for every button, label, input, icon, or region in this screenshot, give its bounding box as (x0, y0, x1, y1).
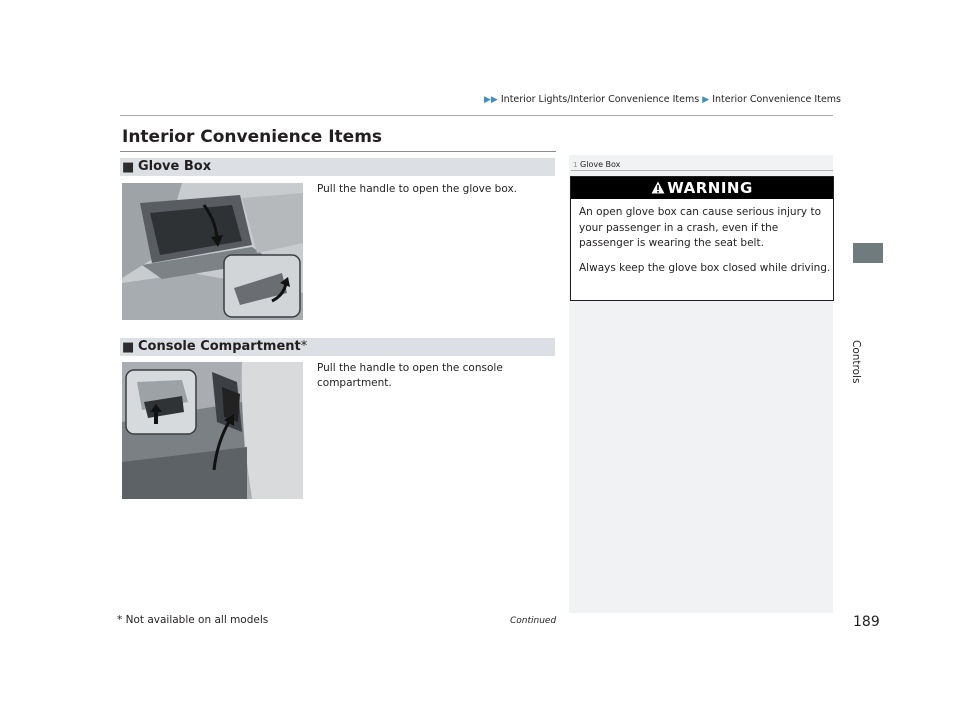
section-heading-console-compartment (120, 338, 555, 356)
header-divider (120, 115, 833, 116)
glove-box-instruction: Pull the handle to open the glove box. (317, 183, 517, 195)
title-divider (120, 151, 556, 152)
section-marker-icon: ■ (122, 160, 135, 175)
section-heading-glove-box (120, 158, 555, 176)
breadcrumb-item[interactable]: Interior Convenience Items (712, 94, 842, 105)
continued-label: Continued (510, 616, 557, 626)
breadcrumb-arrow-icon: ▶ (702, 95, 710, 105)
warning-paragraph: Always keep the glove box closed while driving. (579, 262, 831, 274)
warning-title: WARNING (571, 179, 833, 197)
note-heading (573, 160, 620, 169)
console-compartment-drawing (122, 362, 303, 499)
availability-asterisk: * (300, 339, 308, 354)
note-title: Glove Box (580, 160, 621, 169)
footnote: * Not available on all models (117, 614, 269, 626)
note-reference-icon: 1 (573, 161, 578, 169)
section-heading-text: Glove Box (138, 159, 212, 174)
console-compartment-illustration (122, 362, 303, 499)
section-heading-text: Console Compartment* (138, 339, 308, 354)
chapter-tab-marker[interactable] (853, 243, 883, 263)
page-title: Interior Convenience Items (122, 127, 383, 147)
note-divider (571, 170, 833, 171)
breadcrumb-item[interactable]: Interior Lights/Interior Convenience Items (500, 94, 700, 105)
glove-box-drawing (122, 183, 303, 320)
chapter-tab-label[interactable]: Controls (850, 340, 862, 384)
warning-paragraph: An open glove box can cause serious injury to your passenger in a crash, even if the passenger is wearing the seat belt. (579, 206, 821, 249)
glove-box-illustration (122, 183, 303, 320)
console-compartment-instruction: Pull the handle to open the console compartment. (317, 362, 503, 389)
warning-box (570, 176, 834, 301)
warning-triangle-icon (651, 181, 665, 194)
page-number: 189 (853, 614, 880, 630)
breadcrumb-arrow-icon: ▶▶ (484, 95, 498, 105)
section-marker-icon: ■ (122, 340, 135, 355)
breadcrumb (484, 94, 841, 105)
